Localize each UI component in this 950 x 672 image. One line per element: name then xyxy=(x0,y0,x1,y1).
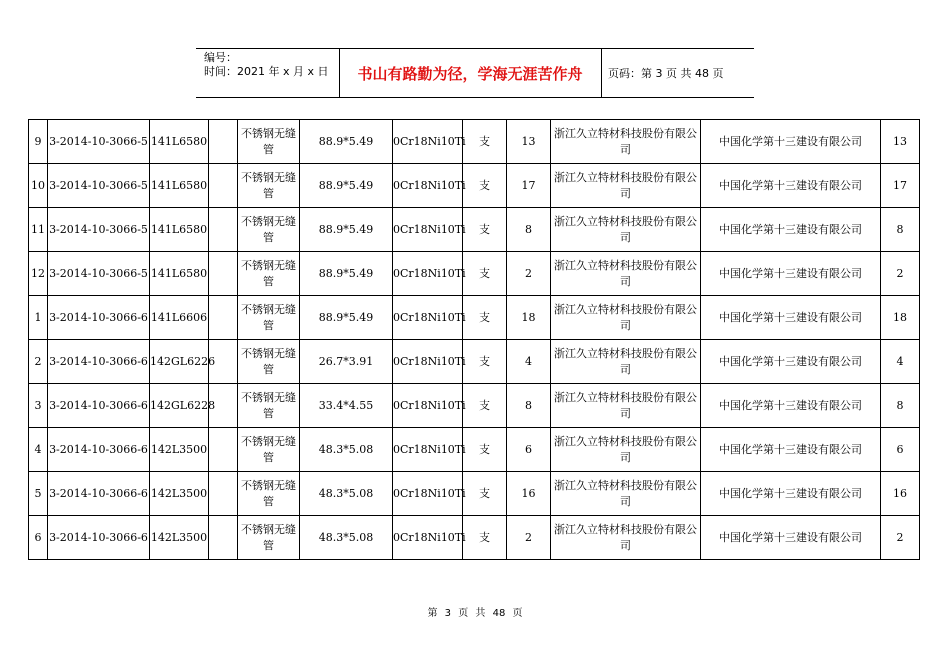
cell-blank xyxy=(209,208,238,252)
cell-material: 0Cr18Ni10Ti xyxy=(393,252,463,296)
cell-blank xyxy=(209,296,238,340)
cell-spec: 48.3*5.08 xyxy=(300,516,393,560)
cell-count: 2 xyxy=(881,252,920,296)
cell-maker: 浙江久立特材科技股份有限公司 xyxy=(551,208,701,252)
cell-code: 3-2014-10-3066-5 xyxy=(48,120,150,164)
cell-builder: 中国化学第十三建设有限公司 xyxy=(701,384,881,428)
cell-builder: 中国化学第十三建设有限公司 xyxy=(701,252,881,296)
cell-seq: 1 xyxy=(29,296,48,340)
header-page-label: 页码：第 3 页 共 48 页 xyxy=(608,67,724,80)
page-header xyxy=(196,48,754,98)
cell-seq: 3 xyxy=(29,384,48,428)
cell-line: 142GL6228 xyxy=(150,384,209,428)
cell-count: 2 xyxy=(881,516,920,560)
cell-seq: 12 xyxy=(29,252,48,296)
cell-qty: 17 xyxy=(507,164,551,208)
table-row xyxy=(29,384,920,428)
cell-name: 不锈钢无缝管 xyxy=(238,164,300,208)
cell-line: 141L6580 xyxy=(150,120,209,164)
table-row xyxy=(29,428,920,472)
cell-material: 0Cr18Ni10Ti xyxy=(393,384,463,428)
table-row xyxy=(29,296,920,340)
cell-maker: 浙江久立特材科技股份有限公司 xyxy=(551,428,701,472)
cell-code: 3-2014-10-3066-5 xyxy=(48,252,150,296)
cell-seq: 9 xyxy=(29,120,48,164)
cell-spec: 88.9*5.49 xyxy=(300,296,393,340)
cell-count: 8 xyxy=(881,208,920,252)
cell-maker: 浙江久立特材科技股份有限公司 xyxy=(551,384,701,428)
cell-material: 0Cr18Ni10Ti xyxy=(393,208,463,252)
cell-seq: 6 xyxy=(29,516,48,560)
table-row xyxy=(29,516,920,560)
materials-table-body xyxy=(29,120,920,560)
cell-spec: 88.9*5.49 xyxy=(300,120,393,164)
cell-spec: 88.9*5.49 xyxy=(300,164,393,208)
cell-builder: 中国化学第十三建设有限公司 xyxy=(701,296,881,340)
table-row xyxy=(29,472,920,516)
cell-seq: 11 xyxy=(29,208,48,252)
header-motto: 书山有路勤为径，学海无涯苦作舟 xyxy=(357,64,583,83)
cell-unit: 支 xyxy=(463,252,507,296)
cell-count: 16 xyxy=(881,472,920,516)
cell-code: 3-2014-10-3066-5 xyxy=(48,208,150,252)
cell-code: 3-2014-10-3066-6 xyxy=(48,428,150,472)
cell-qty: 13 xyxy=(507,120,551,164)
cell-maker: 浙江久立特材科技股份有限公司 xyxy=(551,516,701,560)
cell-count: 4 xyxy=(881,340,920,384)
cell-unit: 支 xyxy=(463,296,507,340)
cell-line: 141L6580 xyxy=(150,208,209,252)
cell-maker: 浙江久立特材科技股份有限公司 xyxy=(551,340,701,384)
cell-code: 3-2014-10-3066-6 xyxy=(48,340,150,384)
cell-material: 0Cr18Ni10Ti xyxy=(393,516,463,560)
cell-qty: 8 xyxy=(507,208,551,252)
cell-maker: 浙江久立特材科技股份有限公司 xyxy=(551,120,701,164)
cell-code: 3-2014-10-3066-6 xyxy=(48,296,150,340)
cell-blank xyxy=(209,120,238,164)
cell-blank xyxy=(209,516,238,560)
cell-builder: 中国化学第十三建设有限公司 xyxy=(701,428,881,472)
cell-qty: 16 xyxy=(507,472,551,516)
cell-qty: 18 xyxy=(507,296,551,340)
cell-material: 0Cr18Ni10Ti xyxy=(393,296,463,340)
cell-qty: 2 xyxy=(507,516,551,560)
cell-material: 0Cr18Ni10Ti xyxy=(393,472,463,516)
cell-count: 17 xyxy=(881,164,920,208)
table-row xyxy=(29,252,920,296)
cell-seq: 10 xyxy=(29,164,48,208)
cell-qty: 6 xyxy=(507,428,551,472)
cell-unit: 支 xyxy=(463,340,507,384)
cell-name: 不锈钢无缝管 xyxy=(238,208,300,252)
cell-maker: 浙江久立特材科技股份有限公司 xyxy=(551,296,701,340)
footer-total-unit: 页 xyxy=(512,608,523,619)
cell-code: 3-2014-10-3066-5 xyxy=(48,164,150,208)
cell-line: 141L6606 xyxy=(150,296,209,340)
cell-qty: 2 xyxy=(507,252,551,296)
cell-count: 8 xyxy=(881,384,920,428)
cell-count: 13 xyxy=(881,120,920,164)
cell-blank xyxy=(209,252,238,296)
cell-code: 3-2014-10-3066-6 xyxy=(48,472,150,516)
cell-qty: 8 xyxy=(507,384,551,428)
cell-spec: 33.4*4.55 xyxy=(300,384,393,428)
cell-unit: 支 xyxy=(463,164,507,208)
cell-builder: 中国化学第十三建设有限公司 xyxy=(701,472,881,516)
cell-code: 3-2014-10-3066-6 xyxy=(48,384,150,428)
cell-qty: 4 xyxy=(507,340,551,384)
cell-blank xyxy=(209,428,238,472)
cell-builder: 中国化学第十三建设有限公司 xyxy=(701,340,881,384)
cell-material: 0Cr18Ni10Ti xyxy=(393,164,463,208)
cell-unit: 支 xyxy=(463,384,507,428)
cell-spec: 88.9*5.49 xyxy=(300,208,393,252)
cell-seq: 5 xyxy=(29,472,48,516)
cell-builder: 中国化学第十三建设有限公司 xyxy=(701,208,881,252)
cell-code: 3-2014-10-3066-6 xyxy=(48,516,150,560)
cell-name: 不锈钢无缝管 xyxy=(238,428,300,472)
footer-page-word: 第 xyxy=(427,608,438,619)
cell-material: 0Cr18Ni10Ti xyxy=(393,428,463,472)
footer-current-page: 3 xyxy=(444,608,452,619)
cell-blank xyxy=(209,472,238,516)
cell-unit: 支 xyxy=(463,428,507,472)
cell-name: 不锈钢无缝管 xyxy=(238,340,300,384)
cell-line: 142L3500 xyxy=(150,472,209,516)
header-time-label: 时间：2021 年 x 月 x 日 xyxy=(204,65,329,78)
header-meta xyxy=(204,51,329,79)
cell-line: 142GL6226 xyxy=(150,340,209,384)
cell-blank xyxy=(209,164,238,208)
cell-name: 不锈钢无缝管 xyxy=(238,472,300,516)
cell-seq: 2 xyxy=(29,340,48,384)
cell-count: 18 xyxy=(881,296,920,340)
footer-page-unit: 页 xyxy=(458,608,469,619)
cell-unit: 支 xyxy=(463,208,507,252)
cell-seq: 4 xyxy=(29,428,48,472)
cell-builder: 中国化学第十三建设有限公司 xyxy=(701,120,881,164)
cell-line: 142L3500 xyxy=(150,428,209,472)
cell-line: 142L3500 xyxy=(150,516,209,560)
header-number-label: 编号： xyxy=(204,51,237,64)
cell-maker: 浙江久立特材科技股份有限公司 xyxy=(551,472,701,516)
cell-name: 不锈钢无缝管 xyxy=(238,384,300,428)
header-divider xyxy=(601,49,602,97)
cell-line: 141L6580 xyxy=(150,252,209,296)
cell-spec: 48.3*5.08 xyxy=(300,472,393,516)
materials-table xyxy=(28,119,920,560)
table-row xyxy=(29,164,920,208)
cell-material: 0Cr18Ni10Ti xyxy=(393,120,463,164)
cell-builder: 中国化学第十三建设有限公司 xyxy=(701,164,881,208)
footer-total-word: 共 xyxy=(475,608,486,619)
cell-name: 不锈钢无缝管 xyxy=(238,252,300,296)
cell-name: 不锈钢无缝管 xyxy=(238,516,300,560)
cell-material: 0Cr18Ni10Ti xyxy=(393,340,463,384)
cell-maker: 浙江久立特材科技股份有限公司 xyxy=(551,252,701,296)
table-row xyxy=(29,208,920,252)
cell-spec: 26.7*3.91 xyxy=(300,340,393,384)
cell-unit: 支 xyxy=(463,516,507,560)
table-row xyxy=(29,340,920,384)
cell-name: 不锈钢无缝管 xyxy=(238,296,300,340)
table-row xyxy=(29,120,920,164)
cell-line: 141L6580 xyxy=(150,164,209,208)
cell-maker: 浙江久立特材科技股份有限公司 xyxy=(551,164,701,208)
cell-unit: 支 xyxy=(463,472,507,516)
cell-unit: 支 xyxy=(463,120,507,164)
cell-spec: 48.3*5.08 xyxy=(300,428,393,472)
cell-builder: 中国化学第十三建设有限公司 xyxy=(701,516,881,560)
cell-name: 不锈钢无缝管 xyxy=(238,120,300,164)
cell-count: 6 xyxy=(881,428,920,472)
cell-spec: 88.9*5.49 xyxy=(300,252,393,296)
footer-total-pages: 48 xyxy=(492,608,506,619)
page-footer xyxy=(0,604,950,619)
